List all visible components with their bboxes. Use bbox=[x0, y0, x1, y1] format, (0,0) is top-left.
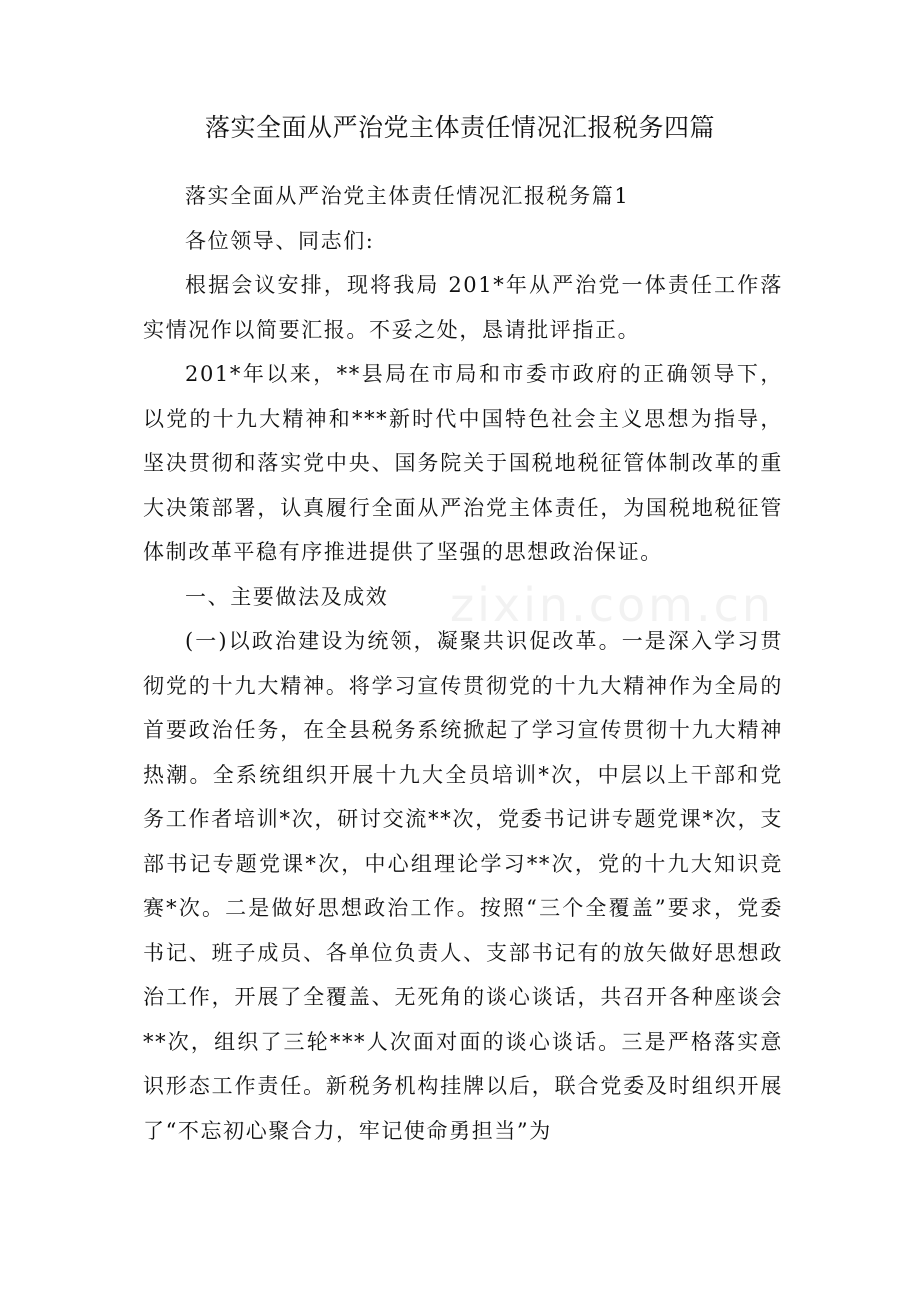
paragraph: (一)以政治建设为统领，凝聚共识促改革。一是深入学习贯彻党的十九大精神。将学习宣传贯彻党的十九大精神作为全局的首要政治任务，在全县税务系统掀起了学习宣传贯彻十九大精神热潮。全系统组织开展十九大全员培训*次，中层以上干部和党务工作者培训*次，研讨交流**次，党委书记讲专题党课*次，支部书记专题党课*次，中心组理论学习**次，党的十九大知识竞赛*次。二是做好思想政治工作。按照“三个全覆盖”要求，党委书记、班子成员、各单位负责人、支部书记有的放矢做好思想政治工作，开展了全覆盖、无死角的谈心谈话，共召开各种座谈会**次，组织了三轮***人次面对面的谈心谈话。三是严格落实意识形态工作责任。新税务机构挂牌以后，联合党委及时组织开展了“不忘初心聚合力，牢记使命勇担当”为 bbox=[143, 629, 783, 1143]
document-body bbox=[143, 174, 783, 1153]
salutation: 各位领导、同志们: bbox=[185, 228, 375, 253]
document-title: 落实全面从严治党主体责任情况汇报税务四篇 bbox=[204, 113, 715, 142]
paragraph: 根据会议安排，现将我局 201*年从严治党一体责任工作落实情况作以简要汇报。不妥之处，恳请批评指正。 bbox=[143, 273, 783, 342]
section-heading: 落实全面从严治党主体责任情况汇报税务篇1 bbox=[185, 184, 630, 208]
paragraph: 201*年以来，**县局在市局和市委市政府的正确领导下，以党的十九大精神和***新时代中国特色社会主义思想为指导，坚决贯彻和落实党中央、国务院关于国税地税征管体制改革的重大决策部署，认真履行全面从严治党主体责任，为国税地税征管体制改革平稳有序推进提供了坚强的思想政治保证。 bbox=[143, 362, 783, 564]
subsection-heading: 一、主要做法及成效 bbox=[185, 584, 389, 609]
watermark: zixin.com.cn bbox=[450, 578, 775, 632]
